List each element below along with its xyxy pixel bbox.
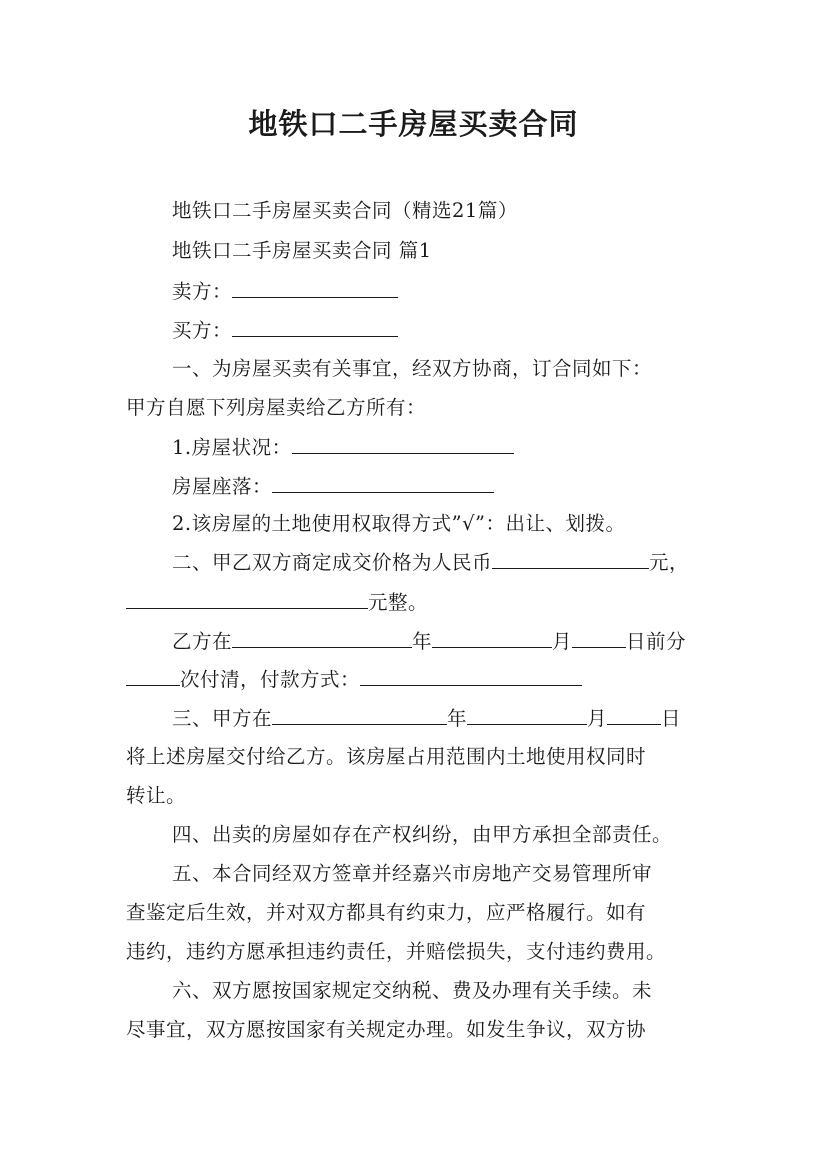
seller-label: 卖方： (172, 280, 233, 303)
payment-day-blank (572, 629, 626, 648)
clause2-line2 (126, 590, 428, 615)
price-words-blank (126, 590, 368, 609)
payment-method-blank (360, 667, 582, 686)
buyer-line (172, 318, 398, 343)
section-title: 地铁口二手房屋买卖合同 篇1 (172, 239, 432, 262)
clause3-line3: 转让。 (126, 784, 187, 807)
seller-line (172, 279, 398, 304)
seller-blank (232, 279, 398, 298)
clause3-year: 年 (447, 707, 468, 730)
clause3-month-blank (467, 706, 587, 725)
payment-year-blank (232, 629, 412, 648)
clause3-month: 月 (587, 707, 608, 730)
payment-day: 日前分 (626, 630, 687, 653)
clause3-line1 (172, 706, 681, 731)
buyer-blank (232, 318, 398, 337)
payment-prefix: 乙方在 (172, 630, 233, 653)
item2-line: 2.该房屋的土地使用权取得方式”√”：出让、划拨。 (172, 512, 626, 535)
clause4-line: 四、出卖的房屋如存在产权纠纷，由甲方承担全部责任。 (172, 823, 673, 846)
buyer-label: 买方： (172, 319, 233, 342)
clause3-line2: 将上述房屋交付给乙方。该房屋占用范围内土地使用权同时 (126, 745, 647, 768)
document-title: 地铁口二手房屋买卖合同 (248, 107, 579, 141)
clause6-line1: 六、双方愿按国家规定交纳税、费及办理有关手续。未 (172, 979, 653, 1002)
location-label: 房屋座落： (172, 475, 273, 498)
clause1-line2: 甲方自愿下列房屋卖给乙方所有： (126, 396, 427, 419)
location-blank (272, 474, 494, 493)
payment-line2 (126, 667, 582, 692)
clause2-prefix: 二、甲乙双方商定成交价格为人民币 (172, 551, 493, 574)
item1-blank (292, 435, 514, 454)
clause5-line2: 查鉴定后生效，并对双方都具有约束力，应严格履行。如有 (126, 901, 647, 924)
location-line (172, 474, 494, 499)
clause5-line3: 违约，违约方愿承担违约责任，并赔偿损失，支付违约费用。 (126, 940, 667, 963)
clause3-year-blank (272, 706, 447, 725)
clause2-unit: 元， (649, 551, 690, 574)
document-subtitle: 地铁口二手房屋买卖合同（精选21篇） (172, 199, 518, 222)
payment-month: 月 (552, 630, 573, 653)
price-blank (492, 550, 649, 569)
payment-times-blank (126, 667, 180, 686)
clause1-line1: 一、为房屋买卖有关事宜，经双方协商，订合同如下： (172, 357, 653, 380)
clause3-day: 日 (661, 707, 682, 730)
clause3-prefix: 三、甲方在 (172, 707, 273, 730)
payment-times: 次付清，付款方式： (180, 668, 361, 691)
payment-month-blank (432, 629, 552, 648)
clause5-line1: 五、本合同经双方签章并经嘉兴市房地产交易管理所审 (172, 862, 653, 885)
clause2-suffix: 元整。 (368, 591, 429, 614)
payment-line1 (172, 629, 686, 654)
payment-year: 年 (412, 630, 433, 653)
clause6-line2: 尽事宜，双方愿按国家有关规定办理。如发生争议，双方协 (126, 1018, 647, 1041)
clause3-day-blank (607, 706, 661, 725)
item1-line (172, 435, 514, 460)
clause2-line1 (172, 550, 689, 575)
item1-label: 1.房屋状况： (172, 436, 292, 459)
